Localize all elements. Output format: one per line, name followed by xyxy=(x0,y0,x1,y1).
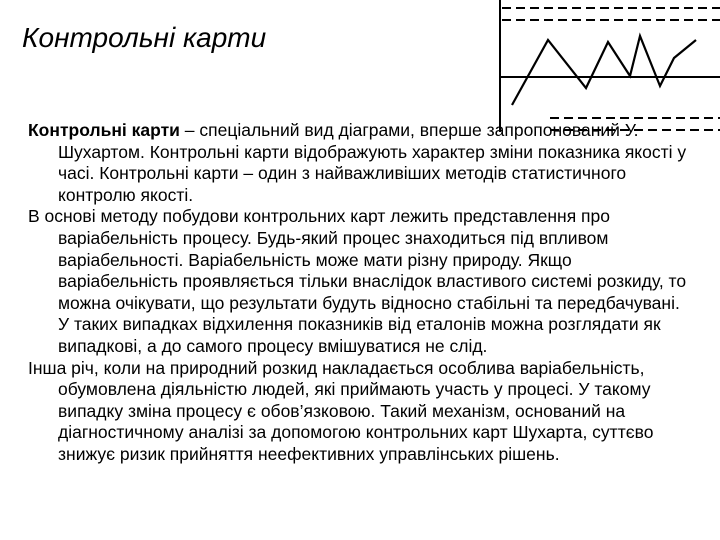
body-text xyxy=(28,120,688,466)
term-bold: Контрольні карти xyxy=(28,120,180,140)
control-chart-illustration xyxy=(498,0,720,135)
paragraph-definition xyxy=(28,120,688,206)
process-data-line xyxy=(512,36,696,105)
paragraph-method-basis: В основі методу побудови контрольних карт лежить представлення про варіабельність процесу. Будь-який процес знаходиться під впливом варіабельності. Варіабельність може мати різну природу. Якщо варіабельність проявляється тільки внаслідок властивого системі розкиду, то можна очікувати, що результати будуть відносно стабільні та передбачувані. У таких випадках відхилення показників від еталонів можна розглядати як випадкові, а до самого процесу вмішуватися не слід. xyxy=(28,206,687,356)
paragraph-definition-text: – спеціальний вид діаграми, вперше запропонований У. Шухартом. Контрольні карти відображують характер зміни показника якості у часі. Контрольні карти – один з найважливіших методів статистичного контролю якості. xyxy=(58,120,687,205)
paragraph-special-variability: Інша річ, коли на природний розкид накладається особлива варіабельність, обумовлена діяльністю людей, які приймають участь у процесі. У такому випадку зміна процесу є обов’язковою. Такий механізм, оснований на діагностичному аналізі за допомогою контрольних карт Шухарта, суттєво знижує ризик прийняття неефективних управлінських рішень. xyxy=(28,357,654,464)
slide-title: Контрольні карти xyxy=(22,22,267,53)
